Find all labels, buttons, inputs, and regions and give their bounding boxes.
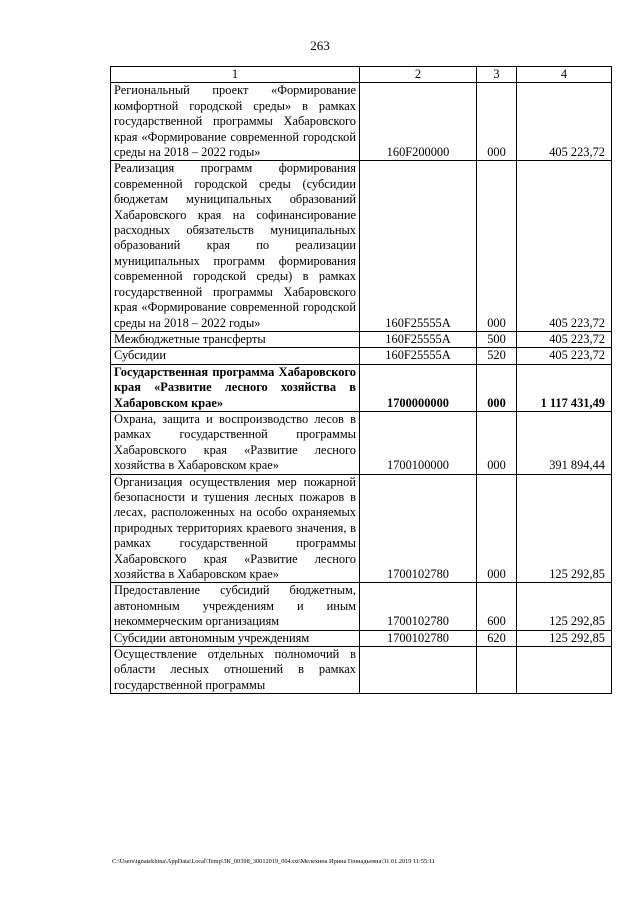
- row-type: 000: [477, 364, 517, 411]
- row-code: 1700000000: [360, 364, 477, 411]
- table-row: [111, 583, 612, 630]
- column-header-4: 4: [517, 67, 612, 83]
- row-code: 1700102780: [360, 474, 477, 583]
- row-type: 000: [477, 161, 517, 331]
- row-type: 600: [477, 583, 517, 630]
- row-name: Государственная программа Хабаровского края «Развитие лесного хозяйства в Хабаровском крае»: [111, 364, 360, 411]
- row-amount: 125 292,85: [517, 630, 612, 646]
- file-path-footer: C:\Users\ignatekhina\AppData\Local\Temp\ЗК_00398_30012019_004.txt\Мелехина Ирина Геннадьевна\31.01.2019 11:55:11: [112, 858, 435, 865]
- row-amount: 405 223,72: [517, 331, 612, 347]
- row-amount: 1 117 431,49: [517, 364, 612, 411]
- row-name: Реализация программ формирования современной городской среды (субсидии бюджетам муниципальных образований Хабаровского края на софинансирование расходных обязательств муниципальных образований края по реализации муниципальных программ формирования современной городской среды) в рамках государственной программы Хабаровского края «Формирование современной городской среды на 2018 – 2022 годы»: [111, 161, 360, 331]
- row-code: [360, 647, 477, 694]
- row-code: 160F25555А: [360, 331, 477, 347]
- row-amount: 125 292,85: [517, 583, 612, 630]
- table-row: [111, 83, 612, 161]
- column-header-3: 3: [477, 67, 517, 83]
- row-type: 620: [477, 630, 517, 646]
- table-row: [111, 411, 612, 474]
- budget-table: [110, 66, 612, 694]
- row-amount: 405 223,72: [517, 161, 612, 331]
- table-row: [111, 474, 612, 583]
- table-row-program: [111, 364, 612, 411]
- table-row: [111, 647, 612, 694]
- table-row: [111, 348, 612, 364]
- row-type: 520: [477, 348, 517, 364]
- row-code: 160F25555А: [360, 348, 477, 364]
- row-name: Организация осуществления мер пожарной безопасности и тушения лесных пожаров в лесах, расположенных на особо охраняемых природных территориях краевого значения, в рамках государственной программы Хабаровского края «Развитие лесного хозяйства в Хабаровском крае»: [111, 474, 360, 583]
- row-code: 160F25555А: [360, 161, 477, 331]
- row-amount: 391 894,44: [517, 411, 612, 474]
- page-number: 263: [310, 38, 330, 53]
- row-name: Субсидии: [111, 348, 360, 364]
- column-header-2: 2: [360, 67, 477, 83]
- column-header-1: 1: [111, 67, 360, 83]
- row-amount: 405 223,72: [517, 83, 612, 161]
- table-header-row: [111, 67, 612, 83]
- row-amount: 405 223,72: [517, 348, 612, 364]
- row-name: Предоставление субсидий бюджетным, автономным учреждениям и иным некоммерческим организациям: [111, 583, 360, 630]
- row-type: 500: [477, 331, 517, 347]
- table-row: [111, 331, 612, 347]
- row-code: 160F200000: [360, 83, 477, 161]
- row-code: 1700100000: [360, 411, 477, 474]
- row-type: [477, 647, 517, 694]
- row-amount: [517, 647, 612, 694]
- row-amount: 125 292,85: [517, 474, 612, 583]
- row-type: 000: [477, 474, 517, 583]
- row-name: Региональный проект «Формирование комфортной городской среды» в рамках государственной программы Хабаровского края «Формирование современной городской среды на 2018 – 2022 годы»: [111, 83, 360, 161]
- row-code: 1700102780: [360, 630, 477, 646]
- row-name: Субсидии автономным учреждениям: [111, 630, 360, 646]
- table-row: [111, 630, 612, 646]
- row-type: 000: [477, 411, 517, 474]
- row-code: 1700102780: [360, 583, 477, 630]
- table-row: [111, 161, 612, 331]
- row-type: 000: [477, 83, 517, 161]
- row-name: Межбюджетные трансферты: [111, 331, 360, 347]
- row-name: Осуществление отдельных полномочий в области лесных отношений в рамках государственной программы: [111, 647, 360, 694]
- row-name: Охрана, защита и воспроизводство лесов в рамках государственной программы Хабаровского края «Развитие лесного хозяйства в Хабаровском крае»: [111, 411, 360, 474]
